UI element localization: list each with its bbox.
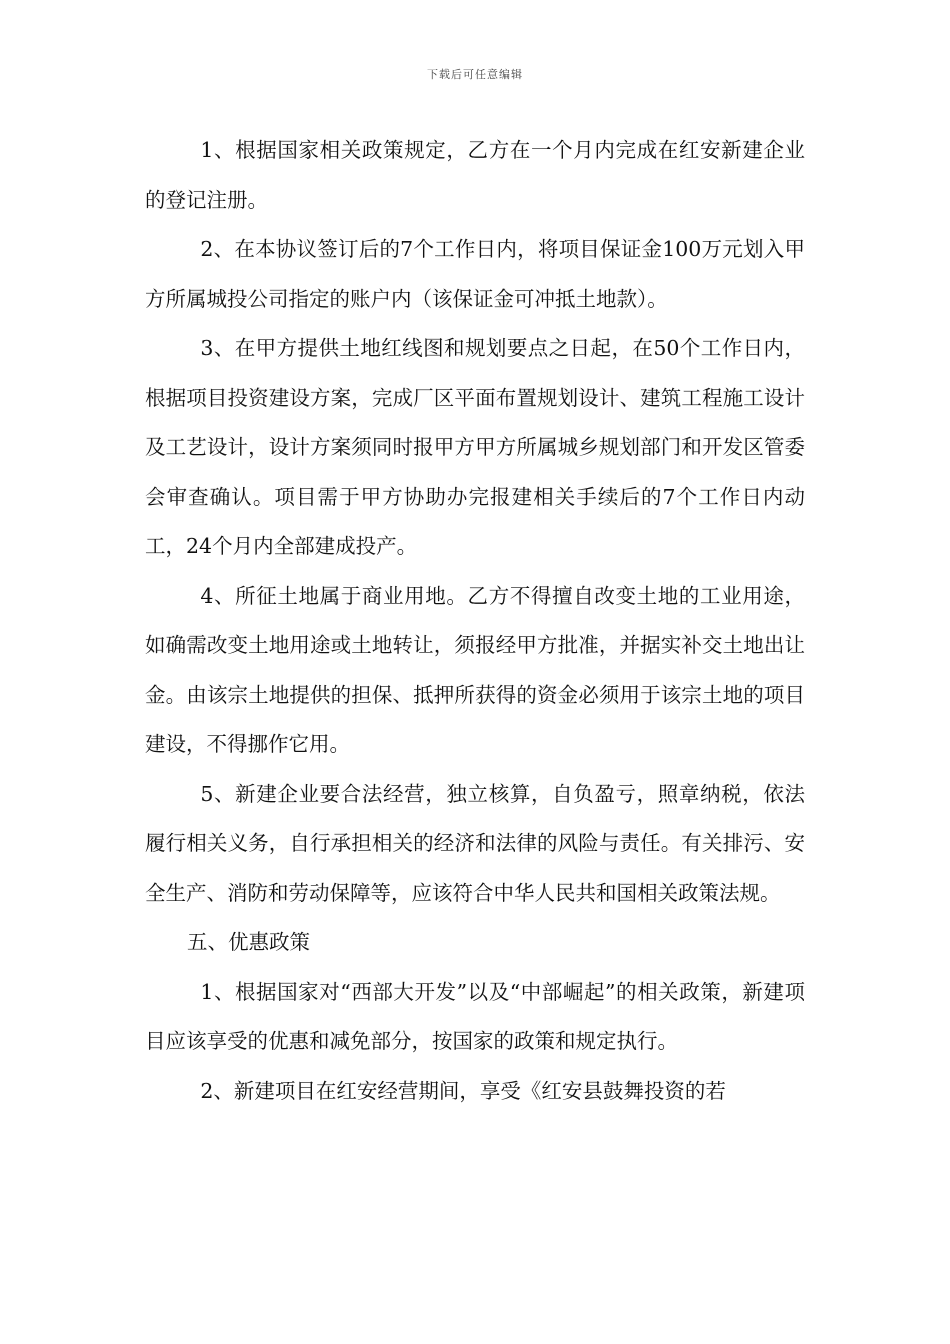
- policy-clause-1: 1、根据国家对“西部大开发”以及“中部崛起”的相关政策，新建项目应该享受的优惠和减免部分，按国家的政策和规定执行。: [145, 979, 805, 1053]
- section-heading: 五、优惠政策: [187, 930, 310, 954]
- clause-5: 5、新建企业要合法经营，独立核算，自负盈亏，照章纳税，依法履行相关义务，自行承担相关的经济和法律的风险与责任。有关排污、安全生产、消防和劳动保障等，应该符合中华人民共和国相关政策法规。: [145, 781, 805, 905]
- page-header-note: 下载后可任意编辑: [427, 68, 523, 81]
- clause-2: 2、在本协议签订后的7个工作日内，将项目保证金100万元划入甲方所属城投公司指定的账户内（该保证金可冲抵土地款）。: [145, 237, 805, 311]
- policy-clause-2: 2、新建项目在红安经营期间，享受《红安县鼓舞投资的若: [200, 1078, 726, 1103]
- document-body: [145, 126, 805, 1116]
- clause-1: 1、根据国家相关政策规定，乙方在一个月内完成在红安新建企业的登记注册。: [145, 138, 805, 212]
- clause-4: 4、所征土地属于商业用地。乙方不得擅自改变土地的工业用途，如确需改变土地用途或土地转让，须报经甲方批准，并据实补交土地出让金。由该宗土地提供的担保、抵押所获得的资金必须用于该宗土地的项目建设，不得挪作它用。: [145, 583, 805, 756]
- clause-3: 3、在甲方提供土地红线图和规划要点之日起，在50个工作日内，根据项目投资建设方案，完成厂区平面布置规划设计、建筑工程施工设计及工艺设计，设计方案须同时报甲方甲方所属城乡规划部门和开发区管委会审查确认。项目需于甲方协助办完报建相关手续后的7个工作日内动工，24个月内全部建成投产。: [145, 336, 805, 558]
